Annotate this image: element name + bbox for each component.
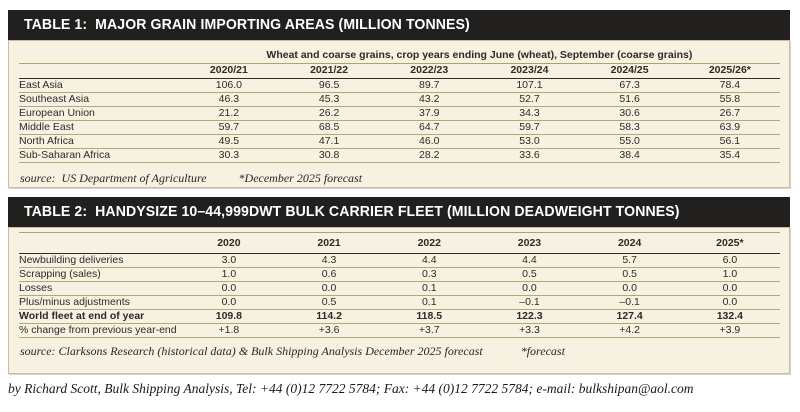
value-cell: 63.9 (680, 120, 780, 134)
row-label: % change from previous year-end (19, 324, 179, 338)
value-cell: 58.3 (580, 120, 680, 134)
value-cell: 28.2 (379, 148, 479, 162)
table1 (19, 47, 780, 163)
value-cell: 0.1 (379, 282, 479, 296)
value-cell: 118.5 (379, 310, 479, 324)
table-row (19, 282, 780, 296)
year-column-header: 2022 (379, 233, 479, 254)
row-label: Middle East (19, 120, 179, 134)
table-row (19, 134, 780, 148)
value-cell: 107.1 (479, 78, 579, 92)
value-cell: 0.0 (479, 282, 579, 296)
value-cell: –0.1 (479, 296, 579, 310)
value-cell: 38.4 (580, 148, 680, 162)
value-cell: 33.6 (479, 148, 579, 162)
value-cell: 4.3 (279, 254, 379, 268)
value-cell: 68.5 (279, 120, 379, 134)
value-cell: 59.7 (179, 120, 279, 134)
row-label: Sub-Saharan Africa (19, 148, 179, 162)
table2-panel (8, 227, 790, 374)
value-cell: 30.8 (279, 148, 379, 162)
value-cell: +1.8 (179, 324, 279, 338)
value-cell: 46.0 (379, 134, 479, 148)
row-label: Scrapping (sales) (19, 268, 179, 282)
table1-subtitle: Wheat and coarse grains, crop years ending June (wheat), September (coarse grains) (179, 47, 780, 63)
row-label: Southeast Asia (19, 92, 179, 106)
value-cell: 5.7 (580, 254, 680, 268)
table1-subtitle-row (19, 47, 780, 63)
table1-source-line (19, 171, 780, 186)
value-cell: 0.3 (379, 268, 479, 282)
value-cell: 0.5 (279, 296, 379, 310)
value-cell: 1.0 (179, 268, 279, 282)
table-row (19, 324, 780, 338)
row-label: European Union (19, 106, 179, 120)
row-label: East Asia (19, 78, 179, 92)
value-cell: 89.7 (379, 78, 479, 92)
value-cell: +3.3 (479, 324, 579, 338)
value-cell: 4.4 (379, 254, 479, 268)
table-row (19, 268, 780, 282)
value-cell: 6.0 (680, 254, 780, 268)
year-column-header: 2023/24 (479, 63, 579, 78)
value-cell: 0.0 (680, 296, 780, 310)
table1-panel (8, 40, 790, 188)
row-label: Losses (19, 282, 179, 296)
value-cell: 0.0 (179, 282, 279, 296)
spacer-cell (19, 233, 179, 254)
table-row (19, 92, 780, 106)
value-cell: 30.6 (580, 106, 680, 120)
value-cell: 26.2 (279, 106, 379, 120)
year-column-header: 2020/21 (179, 63, 279, 78)
value-cell: 64.7 (379, 120, 479, 134)
value-cell: 114.2 (279, 310, 379, 324)
value-cell: 26.7 (680, 106, 780, 120)
value-cell: 0.0 (179, 296, 279, 310)
source-footnote: *December 2025 forecast (238, 170, 363, 185)
value-cell: 30.3 (179, 148, 279, 162)
table-row (19, 106, 780, 120)
year-column-header: 2024 (580, 233, 680, 254)
value-cell: 52.7 (479, 92, 579, 106)
value-cell: 21.2 (179, 106, 279, 120)
value-cell: +4.2 (580, 324, 680, 338)
source-footnote: *forecast (520, 344, 565, 358)
table-row (19, 148, 780, 162)
value-cell: 0.0 (279, 282, 379, 296)
value-cell: 0.1 (379, 296, 479, 310)
row-label: North Africa (19, 134, 179, 148)
spacer-cell (19, 47, 179, 63)
table1-title-bar (8, 10, 790, 40)
value-cell: 78.4 (680, 78, 780, 92)
value-cell: 0.0 (580, 282, 680, 296)
source-text: source: Clarksons Research (historical data) & Bulk Shipping Analysis December 2025 forecast (20, 344, 483, 358)
table2-title-bar (8, 197, 790, 227)
value-cell: 4.4 (479, 254, 579, 268)
year-column-header: 2025* (680, 233, 780, 254)
value-cell: 55.8 (680, 92, 780, 106)
value-cell: 67.3 (580, 78, 680, 92)
table-row (19, 296, 780, 310)
value-cell: 106.0 (179, 78, 279, 92)
value-cell: 59.7 (479, 120, 579, 134)
year-column-header: 2025/26* (680, 63, 780, 78)
value-cell: 46.3 (179, 92, 279, 106)
value-cell: 0.5 (580, 268, 680, 282)
value-cell: 0.0 (680, 282, 780, 296)
table2-source-line (19, 344, 780, 359)
table-row (19, 254, 780, 268)
value-cell: 55.0 (580, 134, 680, 148)
table1-header-row (19, 63, 780, 78)
value-cell: 0.6 (279, 268, 379, 282)
table-row-total (19, 310, 780, 324)
table-row (19, 120, 780, 134)
value-cell: 53.0 (479, 134, 579, 148)
row-label: World fleet at end of year (19, 310, 179, 324)
table1-title: TABLE 1: MAJOR GRAIN IMPORTING AREAS (MILLION TONNES) (23, 16, 470, 33)
value-cell: 34.3 (479, 106, 579, 120)
value-cell: 56.1 (680, 134, 780, 148)
value-cell: 43.2 (379, 92, 479, 106)
year-column-header: 2020 (179, 233, 279, 254)
byline: by Richard Scott, Bulk Shipping Analysis, Tel: +44 (0)12 7722 5784; Fax: +44 (0)12 7722 5784; e-mail: bulkshipan@aol.com (8, 381, 694, 396)
year-column-header: 2023 (479, 233, 579, 254)
value-cell: 47.1 (279, 134, 379, 148)
source-text: source: US Department of Agriculture (20, 170, 207, 185)
value-cell: 35.4 (680, 148, 780, 162)
value-cell: 45.3 (279, 92, 379, 106)
value-cell: –0.1 (580, 296, 680, 310)
value-cell: 0.5 (479, 268, 579, 282)
value-cell: 3.0 (179, 254, 279, 268)
value-cell: 109.8 (179, 310, 279, 324)
value-cell: 132.4 (680, 310, 780, 324)
value-cell: +3.7 (379, 324, 479, 338)
value-cell: 51.6 (580, 92, 680, 106)
value-cell: 1.0 (680, 268, 780, 282)
value-cell: 37.9 (379, 106, 479, 120)
value-cell: +3.6 (279, 324, 379, 338)
row-label: Plus/minus adjustments (19, 296, 179, 310)
value-cell: 96.5 (279, 78, 379, 92)
value-cell: 122.3 (479, 310, 579, 324)
value-cell: +3.9 (680, 324, 780, 338)
spacer-cell (19, 63, 179, 78)
table2-header-row (19, 233, 780, 254)
value-cell: 127.4 (580, 310, 680, 324)
year-column-header: 2024/25 (580, 63, 680, 78)
table2-title: TABLE 2: HANDYSIZE 10–44,999DWT BULK CARRIER FLEET (MILLION DEADWEIGHT TONNES) (23, 203, 680, 220)
table2 (19, 232, 780, 338)
table-row (19, 78, 780, 92)
year-column-header: 2022/23 (379, 63, 479, 78)
value-cell: 49.5 (179, 134, 279, 148)
year-column-header: 2021 (279, 233, 379, 254)
year-column-header: 2021/22 (279, 63, 379, 78)
row-label: Newbuilding deliveries (19, 254, 179, 268)
